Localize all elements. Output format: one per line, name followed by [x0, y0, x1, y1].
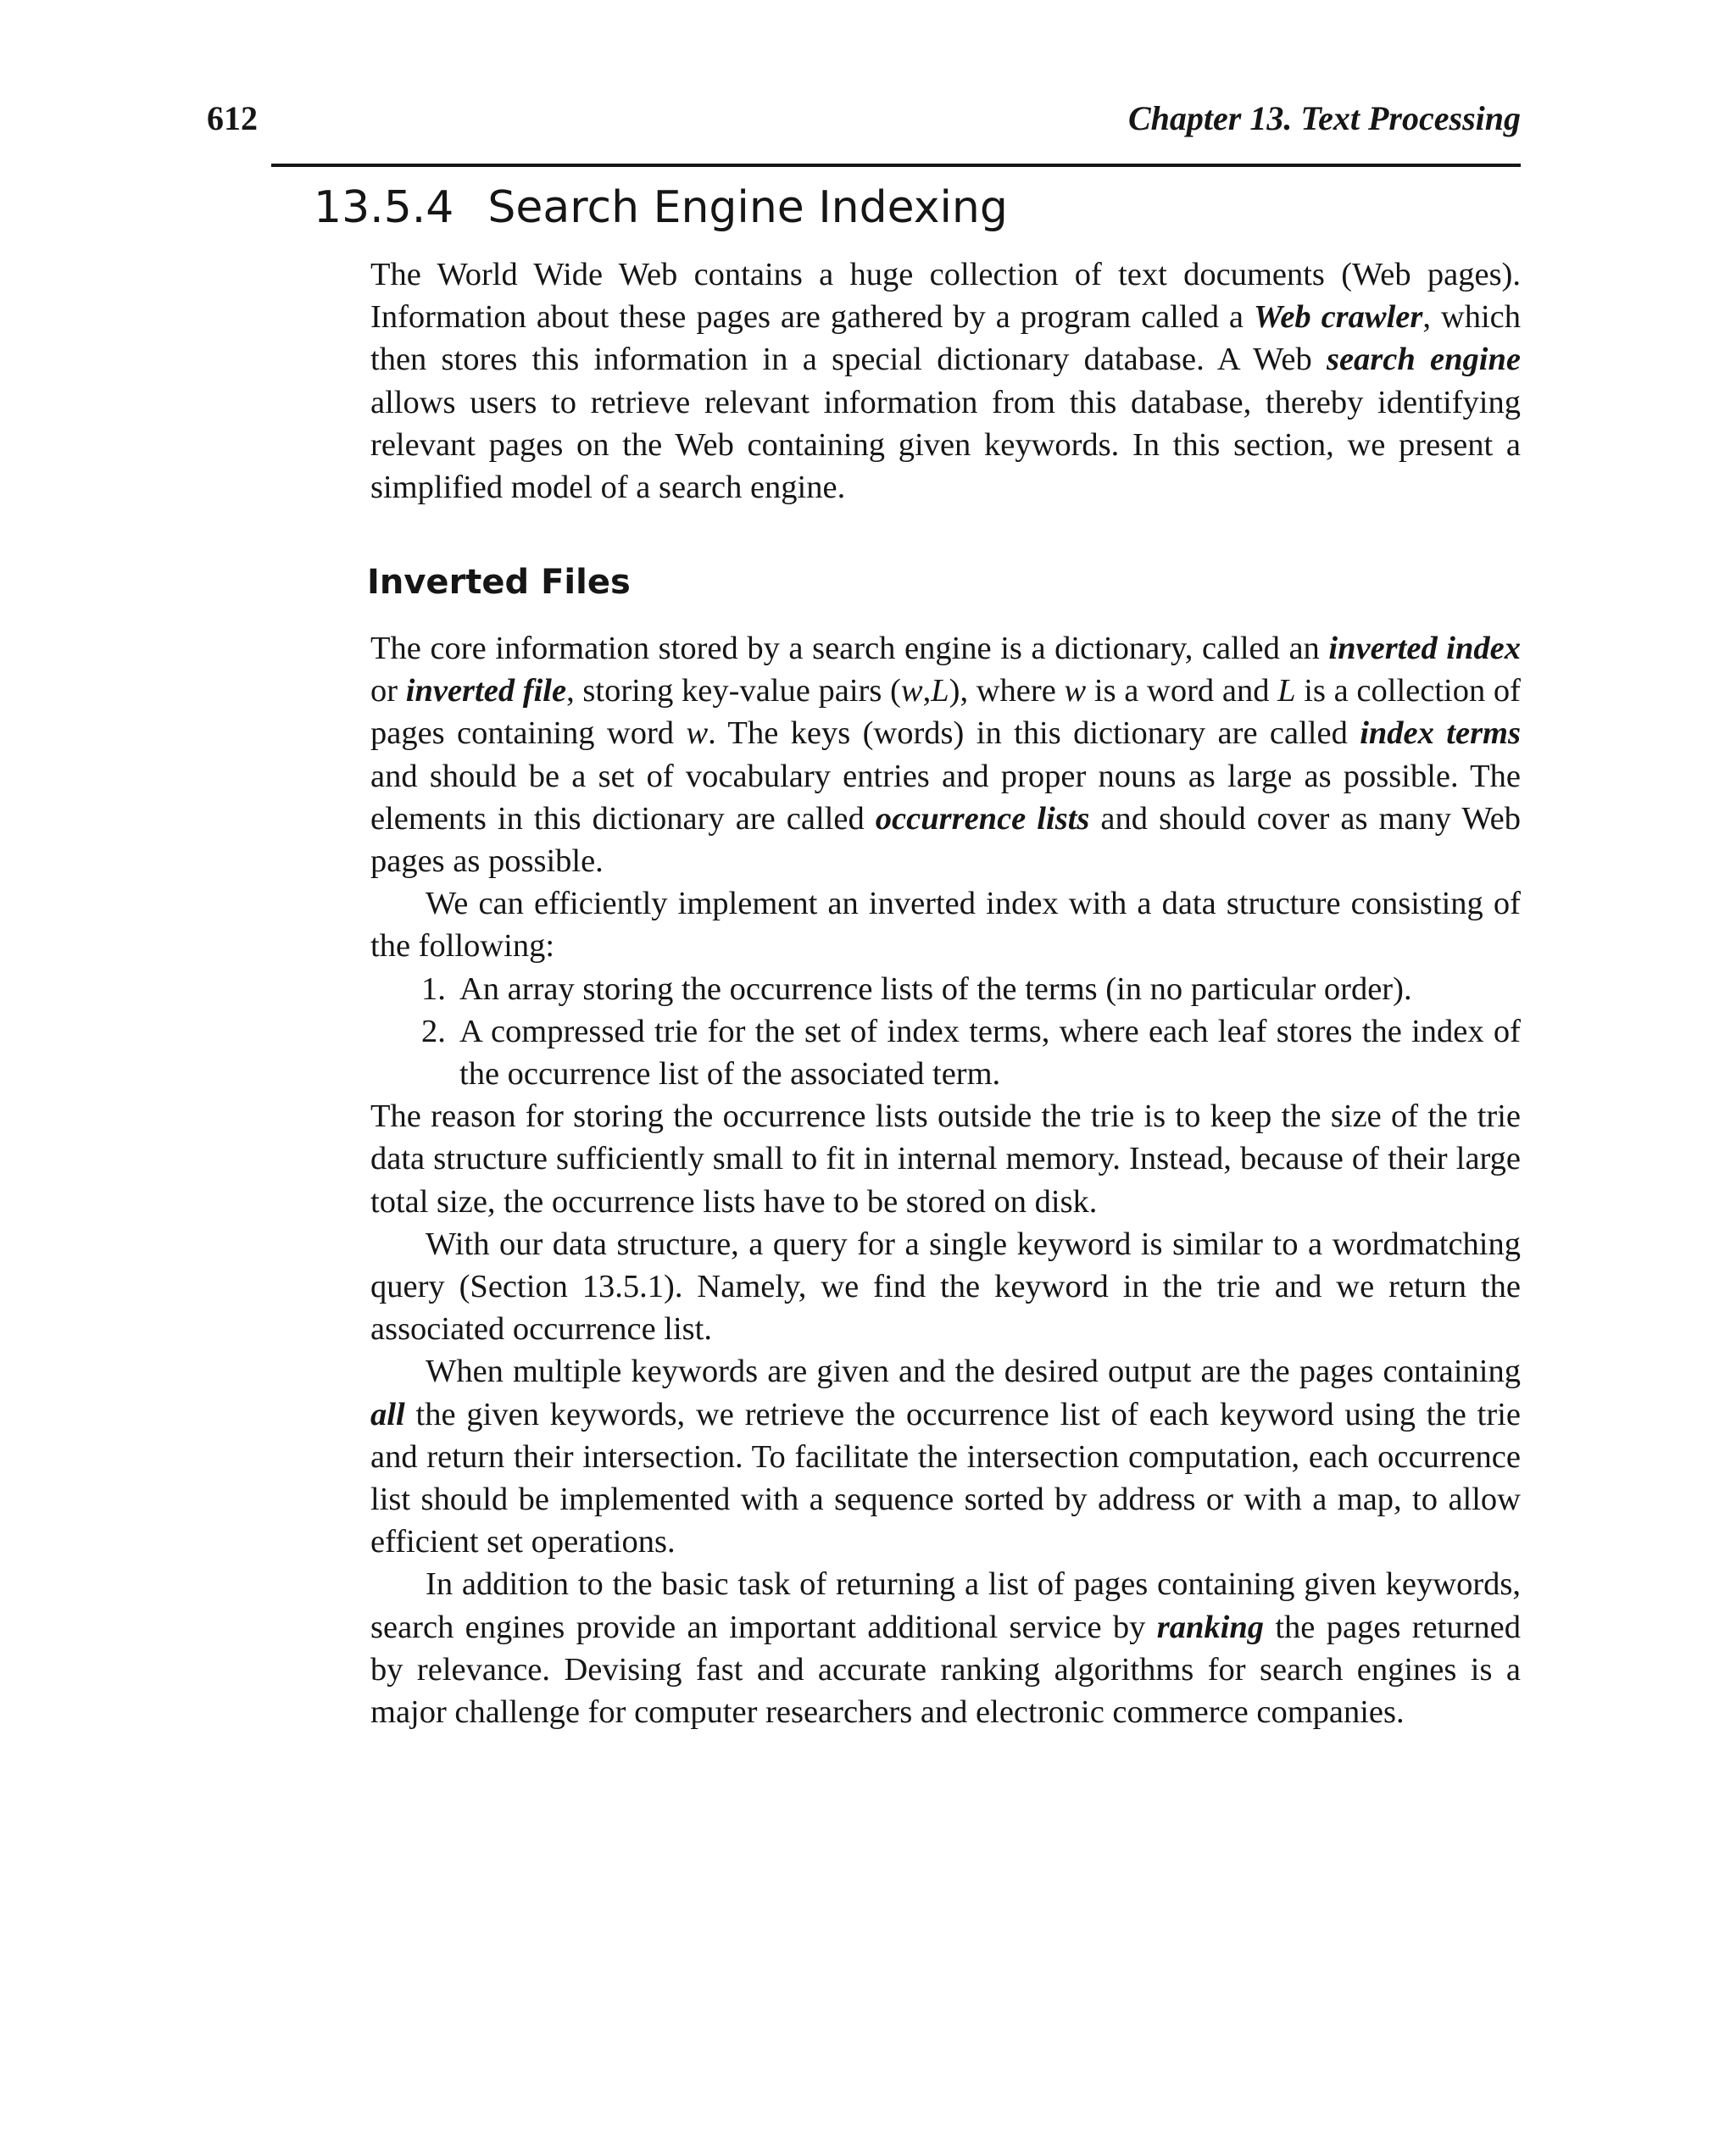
math-var-w: w — [686, 715, 709, 752]
text-run: or — [370, 673, 406, 709]
paragraph-multiple-keywords — [370, 1350, 1521, 1563]
header-rule — [271, 164, 1521, 167]
term-all: all — [370, 1396, 405, 1432]
paragraph-storage: The reason for storing the occurrence lists outside the trie is to keep the size of the trie data structure sufficiently small to fit in internal memory. Instead, because of their large total size, the occurrence lists have to be stored on disk. — [370, 1098, 1521, 1220]
math-pair — [890, 673, 960, 709]
running-head: Chapter 13. Text Processing — [1128, 99, 1521, 137]
math-var-w: w — [1064, 673, 1087, 709]
paragraph-data-structure: We can efficiently implement an inverted index with a data structure consisting of the following: — [370, 886, 1521, 965]
text-run: is a collection of pages containing word — [370, 673, 1521, 752]
numbered-list — [370, 968, 1521, 1096]
math-comma: , — [922, 673, 932, 709]
paragraph-ranking — [370, 1563, 1521, 1733]
math-var-L: L — [1277, 673, 1296, 709]
list-item — [370, 968, 1521, 1010]
term-web-crawler: Web crawler — [1253, 299, 1423, 336]
page-number: 612 — [207, 99, 258, 137]
list-item-number: 2. — [421, 1013, 446, 1049]
page-header — [207, 95, 1521, 142]
list-item-number: 1. — [421, 970, 446, 1007]
math-var-w: w — [900, 673, 923, 709]
term-inverted-file: inverted file — [405, 673, 567, 709]
text-run: When multiple keywords are given and the desired output are the pages containing — [426, 1354, 1521, 1390]
text-run: . The keys (words) in this dictionary are called — [708, 715, 1360, 752]
text-run: In addition to the basic task of returning a list of pages containing given keywords, search engines provide an important additional service by — [370, 1566, 1521, 1645]
text-run: the given keywords, we retrieve the occurrence list of each keyword using the trie and return their intersection. To facilitate the intersection computation, each occurrence list should be implemented with a sequence sorted by address or with a map, to allow efficient set operations. — [370, 1396, 1521, 1560]
text-run: , storing key-value pairs — [566, 673, 891, 709]
math-paren: ( — [890, 673, 901, 709]
math-paren: ) — [949, 673, 960, 709]
paragraph-single-keyword: With our data structure, a query for a single keyword is similar to a wordmatching query (Section 13.5.1). Namely, we find the keyword in the trie and we return the associated occurrence list. — [370, 1226, 1521, 1348]
text-run: , which then stores this information in a special dictionary database. A Web — [370, 299, 1522, 378]
text-run: and should cover as many Web pages as possible. — [370, 800, 1521, 880]
paragraph-inverted-index — [370, 627, 1521, 882]
text-run: , where — [960, 673, 1065, 709]
list-item — [370, 1010, 1521, 1095]
section-title-text: Search Engine Indexing — [487, 182, 1008, 233]
term-index-terms: index terms — [1360, 715, 1521, 752]
text-run: The World Wide Web contains a huge collection of text documents (Web pages). Information about these pages are gathered by a program called a — [370, 257, 1521, 336]
term-occurrence-lists: occurrence lists — [875, 800, 1090, 837]
section-number: 13.5.4 — [314, 182, 454, 233]
text-run: is a word and — [1086, 673, 1278, 709]
text-run: allows users to retrieve relevant information from this database, thereby identifying relevant pages on the Web containing given keywords. In this section, we present a simplified model of a search engine. — [370, 384, 1521, 506]
section-title — [314, 178, 1008, 237]
text-run: the pages returned by relevance. Devising fast and accurate ranking algorithms for search engines is a major challenge for computer researchers and electronic commerce companies. — [370, 1609, 1521, 1731]
main-text-block — [370, 627, 1521, 1733]
math-var-L: L — [931, 673, 949, 709]
term-search-engine: search engine — [1326, 342, 1521, 378]
intro-paragraph-block — [370, 253, 1521, 509]
text-run: The core information stored by a search engine is a dictionary, called an — [370, 631, 1329, 666]
subsection-title: Inverted Files — [367, 563, 631, 602]
text-run: and should be a set of vocabulary entries and proper nouns as large as possible. The elements in this dictionary are called — [370, 758, 1521, 837]
intro-paragraph — [370, 253, 1521, 509]
list-item-text: A compressed trie for the set of index terms, where each leaf stores the index of the occurrence list of the associated term. — [459, 1013, 1521, 1093]
term-inverted-index: inverted index — [1328, 631, 1521, 666]
term-ranking: ranking — [1156, 1609, 1265, 1645]
list-item-text: An array storing the occurrence lists of the terms (in no particular order). — [459, 970, 1412, 1007]
